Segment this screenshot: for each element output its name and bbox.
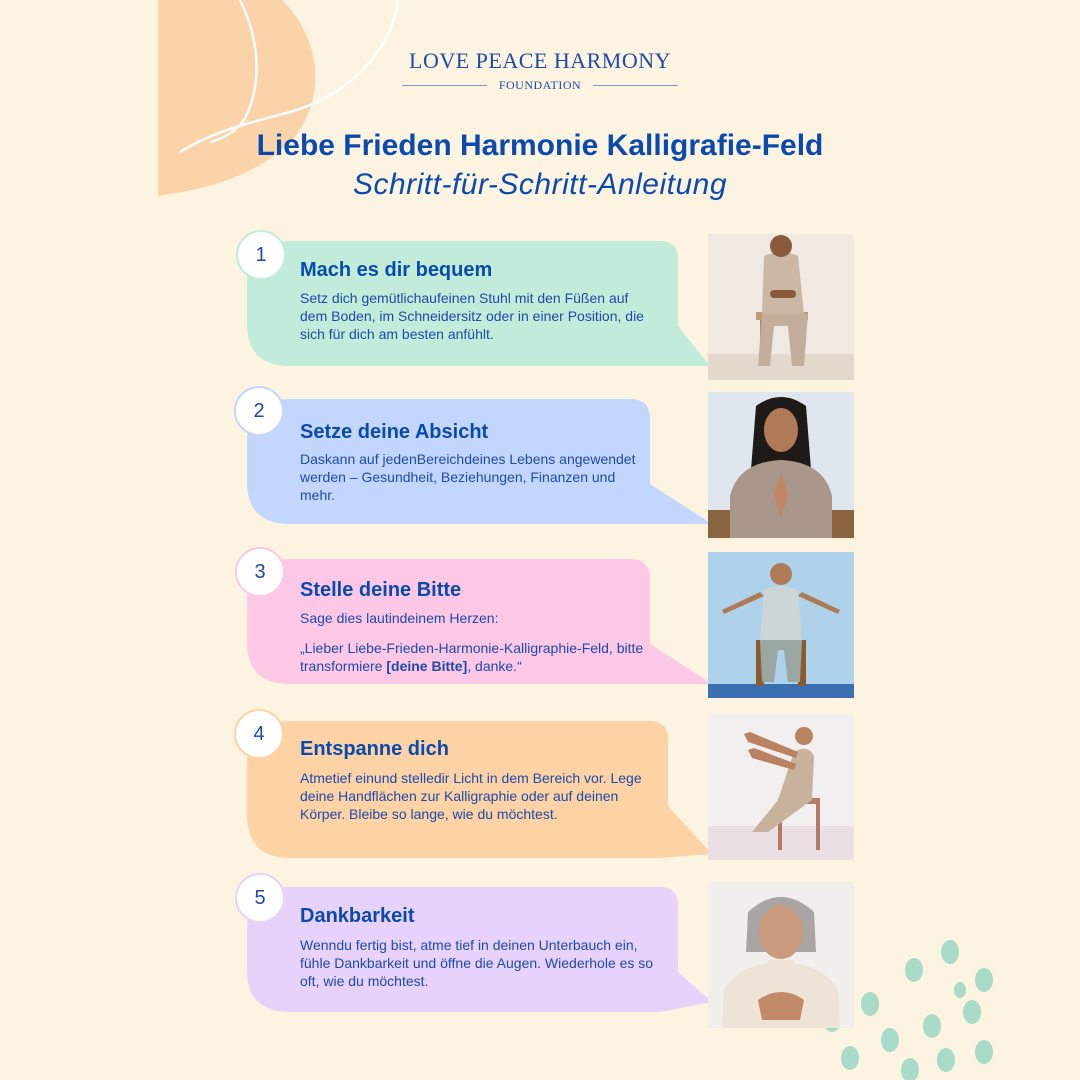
- step-text: Atmetief einund stelledir Licht in dem Bereich vor. Lege deine Handflächen zur Kalligraphie oder auf deinen Körper. Bleibe so lange, wie du möchtest.: [300, 770, 642, 822]
- step-number: 3: [235, 547, 285, 597]
- step-quote: „Lieber Liebe-Frieden-Harmonie-Kalligraphie-Feld, bitte transformiere [deine Bitte], danke.“: [300, 640, 644, 674]
- step-title: Stelle deine Bitte: [300, 579, 462, 601]
- brand-divider-right: [593, 85, 678, 86]
- step-text: Daskann auf jedenBereichdeines Lebens angewendet werden – Gesundheit, Beziehungen, Finanzen und mehr.: [300, 451, 636, 503]
- step-text: Wenndu fertig bist, atme tief in deinen Unterbauch ein, fühle Dankbarkeit und öffne die Augen. Wiederhole es so oft, wie du möchtest.: [300, 937, 654, 989]
- step-number: 4: [234, 709, 284, 759]
- man-arms-open-on-chair-photo: [708, 552, 854, 698]
- brand-logo: [0, 48, 1080, 93]
- step-2: [0, 384, 1080, 544]
- step-3: [0, 544, 1080, 704]
- step-title: Setze deine Absicht: [300, 421, 489, 443]
- step-title: Dankbarkeit: [300, 905, 415, 927]
- step-number: 2: [234, 386, 284, 436]
- step-1: [0, 226, 1080, 386]
- brand-divider-left: [402, 85, 487, 86]
- step-4: [0, 706, 1080, 866]
- older-woman-hands-on-heart-photo: [708, 882, 854, 1028]
- step-text: Setz dich gemütlichaufeinen Stuhl mit den Füßen auf dem Boden, im Schneidersitz oder in einer Position, die sich für dich am besten anfühlt.: [300, 290, 644, 342]
- brand-subtitle-row: [0, 78, 1080, 93]
- woman-palms-raised-on-chair-photo: [708, 714, 854, 860]
- brand-subtitle: FOUNDATION: [498, 78, 582, 92]
- page-subtitle: Schritt-für-Schritt-Anleitung: [352, 168, 728, 201]
- person-sitting-on-chair-hand-on-chest-photo: [708, 234, 854, 380]
- step-number: 5: [235, 873, 285, 923]
- step-title: Mach es dir bequem: [300, 259, 493, 281]
- step-title: Entspanne dich: [300, 738, 449, 760]
- step-5: [0, 872, 1080, 1032]
- page-title: Liebe Frieden Harmonie Kalligrafie-Feld: [256, 129, 824, 162]
- woman-praying-hands-photo: [708, 392, 854, 538]
- brand-name: LOVE PEACE HARMONY: [409, 48, 671, 73]
- step-text: Sage dies lautindeinem Herzen: „Lieber Liebe-Frieden-Harmonie-Kalligraphie-Feld, bitte transformiere [deine Bitte], danke.“: [300, 610, 644, 674]
- step-number: 1: [236, 230, 286, 280]
